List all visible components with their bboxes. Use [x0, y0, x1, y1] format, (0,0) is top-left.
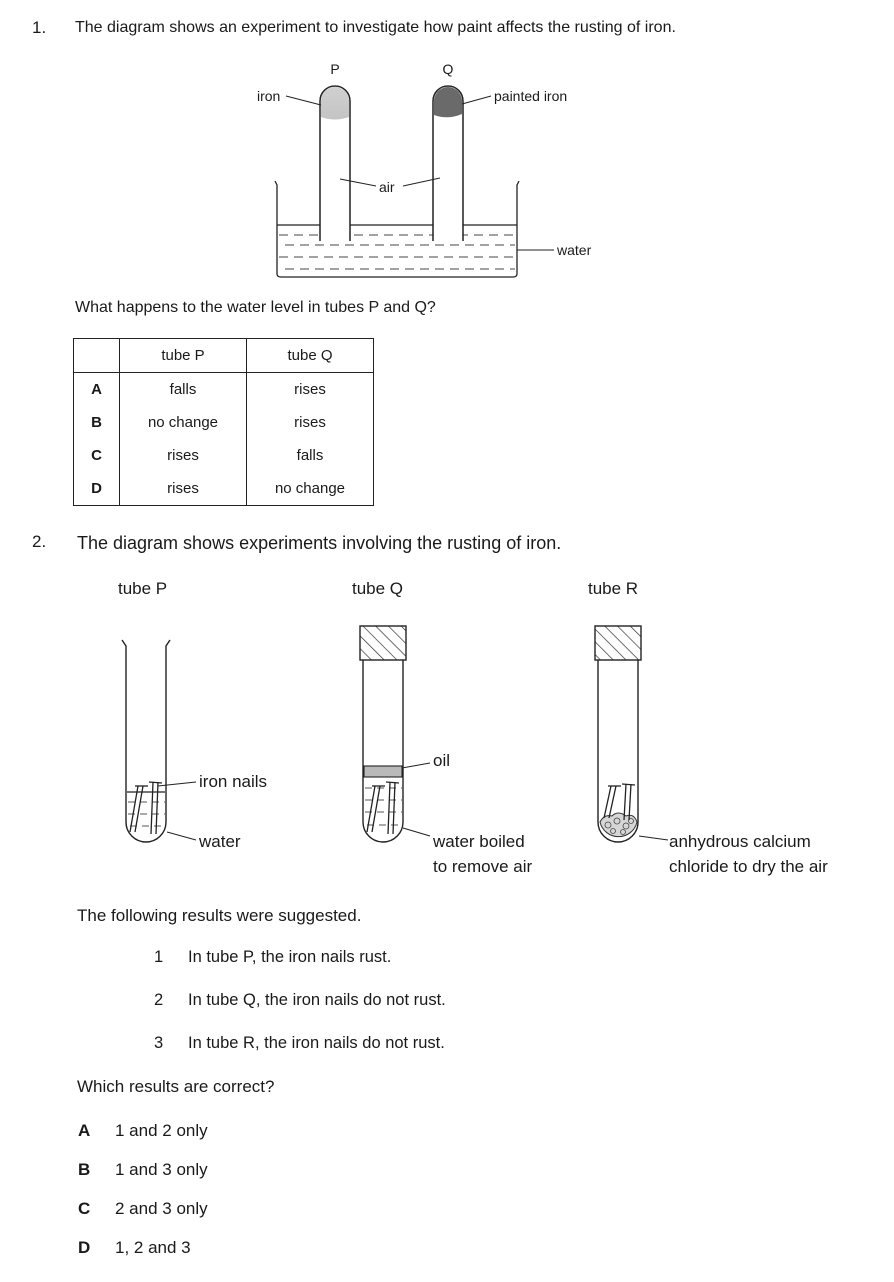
option-key: D [78, 1238, 91, 1257]
tube-q [360, 626, 406, 842]
row-key: A [74, 373, 120, 407]
row-key: D [74, 472, 120, 506]
tube-q-cell: rises [247, 406, 374, 439]
tube-p-title: tube P [118, 579, 168, 598]
statement-number: 3 [154, 1034, 164, 1052]
iron-nails-q [367, 782, 399, 834]
question-2-intro: The following results were suggested. [77, 906, 362, 925]
statement-text: In tube R, the iron nails do not rust. [188, 1034, 445, 1052]
calcium-chloride [600, 813, 637, 837]
label-water-p: water [199, 832, 241, 851]
table-row [74, 472, 374, 506]
option-text: 2 and 3 only [115, 1199, 208, 1218]
question-1-stem: The diagram shows an experiment to investigate how paint affects the rusting of iron. [75, 19, 676, 36]
label-remove-air: to remove air [433, 857, 533, 876]
table-header-cell [74, 339, 120, 373]
tube-q-cell: rises [247, 373, 374, 407]
question-2-stem: The diagram shows experiments involving the rusting of iron. [77, 533, 562, 553]
label-q: Q [442, 61, 454, 77]
iron-wool-p [321, 87, 349, 120]
tube-p-cell: no change [120, 406, 247, 439]
tube-p-cell: falls [120, 373, 247, 407]
option-b[interactable] [78, 1160, 208, 1180]
rusting-paint-diagram [255, 55, 625, 285]
rusting-tubes-diagram [90, 570, 870, 890]
statement-3 [154, 1034, 445, 1053]
label-iron-nails: iron nails [199, 772, 268, 791]
option-a[interactable] [78, 1121, 208, 1141]
option-text: 1 and 3 only [115, 1160, 208, 1179]
statement-text: In tube P, the iron nails rust. [188, 948, 392, 966]
label-iron: iron [257, 88, 281, 104]
question-1-number: 1. [32, 18, 47, 37]
stopper-q [360, 626, 406, 660]
statement-number: 1 [154, 948, 164, 966]
tube-q-title: tube Q [352, 579, 404, 598]
tube-r [595, 626, 641, 842]
row-key: B [74, 406, 120, 439]
label-chloride-dry: chloride to dry the air [669, 857, 828, 876]
option-key: C [78, 1199, 91, 1218]
tube-r-title: tube R [588, 579, 639, 598]
option-key: A [78, 1121, 91, 1140]
label-air: air [379, 179, 395, 195]
table-header-row [74, 339, 374, 373]
water-dashes [279, 235, 515, 269]
tube-q-cell: falls [247, 439, 374, 472]
option-text: 1, 2 and 3 [115, 1238, 191, 1257]
question-1-prompt: What happens to the water level in tubes P and Q? [75, 299, 436, 316]
label-p: P [330, 61, 340, 77]
table-row [74, 406, 374, 439]
table-row [74, 439, 374, 472]
stopper-r [595, 626, 641, 660]
label-oil: oil [433, 751, 451, 770]
table-row [74, 373, 374, 407]
table-header-cell: tube Q [247, 339, 374, 373]
question-2-number: 2. [32, 532, 47, 551]
tube-q-cell: no change [247, 472, 374, 506]
tube-p [122, 640, 170, 842]
option-key: B [78, 1160, 91, 1179]
beaker [275, 181, 519, 277]
label-water-boiled: water boiled [433, 832, 525, 851]
question-2-prompt: Which results are correct? [77, 1077, 275, 1096]
label-anhydrous: anhydrous calcium [669, 832, 811, 851]
label-painted-iron: painted iron [494, 88, 568, 104]
option-text: 1 and 2 only [115, 1121, 208, 1140]
statement-2 [154, 991, 446, 1010]
statement-number: 2 [154, 991, 164, 1009]
painted-iron-q [434, 87, 462, 117]
oil-layer [364, 766, 402, 777]
option-c[interactable] [78, 1199, 208, 1219]
statement-text: In tube Q, the iron nails do not rust. [188, 991, 446, 1009]
option-d[interactable] [78, 1238, 191, 1258]
answer-table [73, 338, 374, 506]
label-water: water [557, 242, 592, 258]
table-header-cell: tube P [120, 339, 247, 373]
tube-p-cell: rises [120, 472, 247, 506]
row-key: C [74, 439, 120, 472]
statement-1 [154, 948, 391, 967]
tube-p-cell: rises [120, 439, 247, 472]
